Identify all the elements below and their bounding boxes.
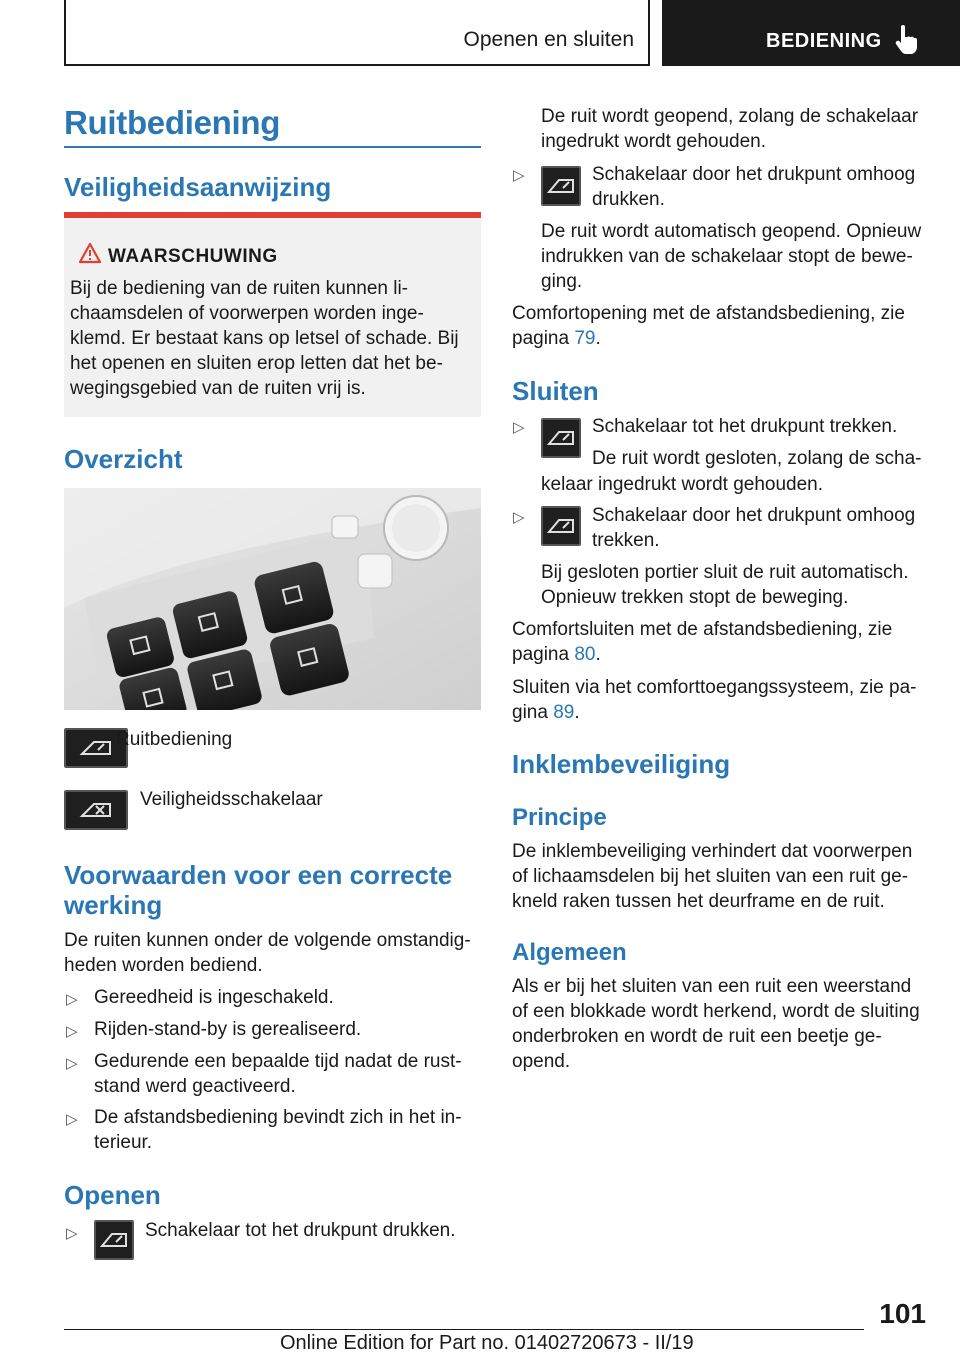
- comfort-close-text: Comfortsluiten met de afstandsbediening, zie pagina 80.: [512, 619, 893, 665]
- legend-label-window: Ruitbediening: [116, 729, 233, 750]
- window-switch-photo: [64, 488, 481, 710]
- page-link-89[interactable]: 89: [553, 702, 575, 723]
- footer-rule: [64, 1329, 864, 1330]
- bullet-icon: ▷: [66, 1111, 78, 1128]
- close-step-1-result-l1: De ruit wordt gesloten, zolang de scha-: [592, 448, 922, 469]
- condition-item: Gereedheid is ingeschakeld.: [94, 987, 334, 1008]
- bullet-icon: ▷: [513, 509, 525, 526]
- header-chapter-tab: [662, 0, 960, 66]
- window-switch-icon: [541, 418, 581, 458]
- close-step-2-result: Bij gesloten portier sluit de ruit automatisch. Opnieuw trekken stopt de beweging.: [541, 562, 909, 608]
- condition-item: Gedurende een bepaalde tijd nadat de rust- stand werd geactiveerd.: [94, 1051, 462, 1097]
- open-step-1-result: De ruit wordt geopend, zolang de schakelaar ingedrukt wordt gehouden.: [541, 106, 919, 152]
- window-switch-icon: [541, 506, 581, 546]
- open-step-1: Schakelaar tot het drukpunt drukken.: [145, 1220, 456, 1241]
- close-heading: Sluiten: [512, 376, 599, 406]
- warning-triangle-icon: [78, 242, 102, 264]
- header-chapter-label: BEDIENING: [766, 30, 882, 52]
- header-section-box: [64, 0, 650, 66]
- condition-item: De afstandsbediening bevindt zich in het in- terieur.: [94, 1107, 462, 1153]
- title-rule: [64, 146, 481, 148]
- comfort-access-text: Sluiten via het comforttoegangssysteem, zie pa- gina 89.: [512, 677, 917, 723]
- window-switch-icon: [94, 1220, 134, 1260]
- safety-heading: Veiligheidsaanwijzing: [64, 172, 332, 202]
- bullet-icon: ▷: [66, 1225, 78, 1242]
- page-title: Ruitbediening: [64, 104, 281, 141]
- close-step-1-result-l2: kelaar ingedrukt wordt gehouden.: [541, 474, 824, 495]
- edition-text: Online Edition for Part no. 01402720673 - II/19: [280, 1332, 694, 1354]
- bullet-icon: ▷: [66, 1023, 78, 1040]
- general-heading: Algemeen: [512, 939, 627, 966]
- page-link-79[interactable]: 79: [574, 328, 596, 349]
- warning-text: Bij de bediening van de ruiten kunnen li- chaamsdelen of voorwerpen worden inge- klemd. Er bestaat kans op letsel of schade. Bij het openen en sluiten erop letten dat het be- wegingsgebied van de ruiten vrij is.: [70, 278, 459, 399]
- open-step-2-result: De ruit wordt automatisch geopend. Opnieuw indrukken van de schakelaar stopt de bewe- ging.: [541, 221, 922, 292]
- overview-heading: Overzicht: [64, 444, 183, 474]
- open-heading: Openen: [64, 1180, 161, 1210]
- safety-switch-icon: [64, 790, 128, 830]
- bullet-icon: ▷: [513, 167, 525, 184]
- condition-item: Rijden-stand-by is gerealiseerd.: [94, 1019, 362, 1040]
- window-switch-icon: [541, 166, 581, 206]
- conditions-heading: Voorwaarden voor een correcte werking: [64, 860, 453, 920]
- header-section-title: Openen en sluiten: [463, 28, 634, 51]
- bullet-icon: ▷: [513, 419, 525, 436]
- close-step-2: Schakelaar door het drukpunt omhoog trekken.: [592, 505, 916, 551]
- pointing-hand-icon: [894, 24, 920, 54]
- comfort-open-text: Comfortopening met de afstandsbediening, zie pagina 79.: [512, 303, 905, 349]
- bullet-icon: ▷: [66, 1055, 78, 1072]
- close-step-1: Schakelaar tot het drukpunt trekken.: [592, 416, 898, 437]
- warning-box: [64, 212, 481, 417]
- general-text: Als er bij het sluiten van een ruit een weerstand of een blokkade wordt herkend, wordt de sluiting onderbroken en wordt de ruit een beetje ge- opend.: [512, 976, 920, 1072]
- legend-label-safety: Veiligheidsschakelaar: [140, 789, 323, 810]
- page-link-80[interactable]: 80: [574, 644, 596, 665]
- pinch-protection-heading: Inklembeveiliging: [512, 749, 731, 779]
- page-number: 101: [879, 1298, 926, 1329]
- conditions-intro: De ruiten kunnen onder de volgende omstandig- heden worden bediend.: [64, 930, 471, 976]
- principle-heading: Principe: [512, 804, 607, 831]
- open-step-2: Schakelaar door het drukpunt omhoog drukken.: [592, 164, 916, 210]
- warning-title: WAARSCHUWING: [108, 246, 278, 267]
- bullet-icon: ▷: [66, 991, 78, 1008]
- principle-text: De inklembeveiliging verhindert dat voorwerpen of lichaamsdelen bij het sluiten van een ruit ge- kneld raken tussen het deurframe en de ruit.: [512, 841, 913, 912]
